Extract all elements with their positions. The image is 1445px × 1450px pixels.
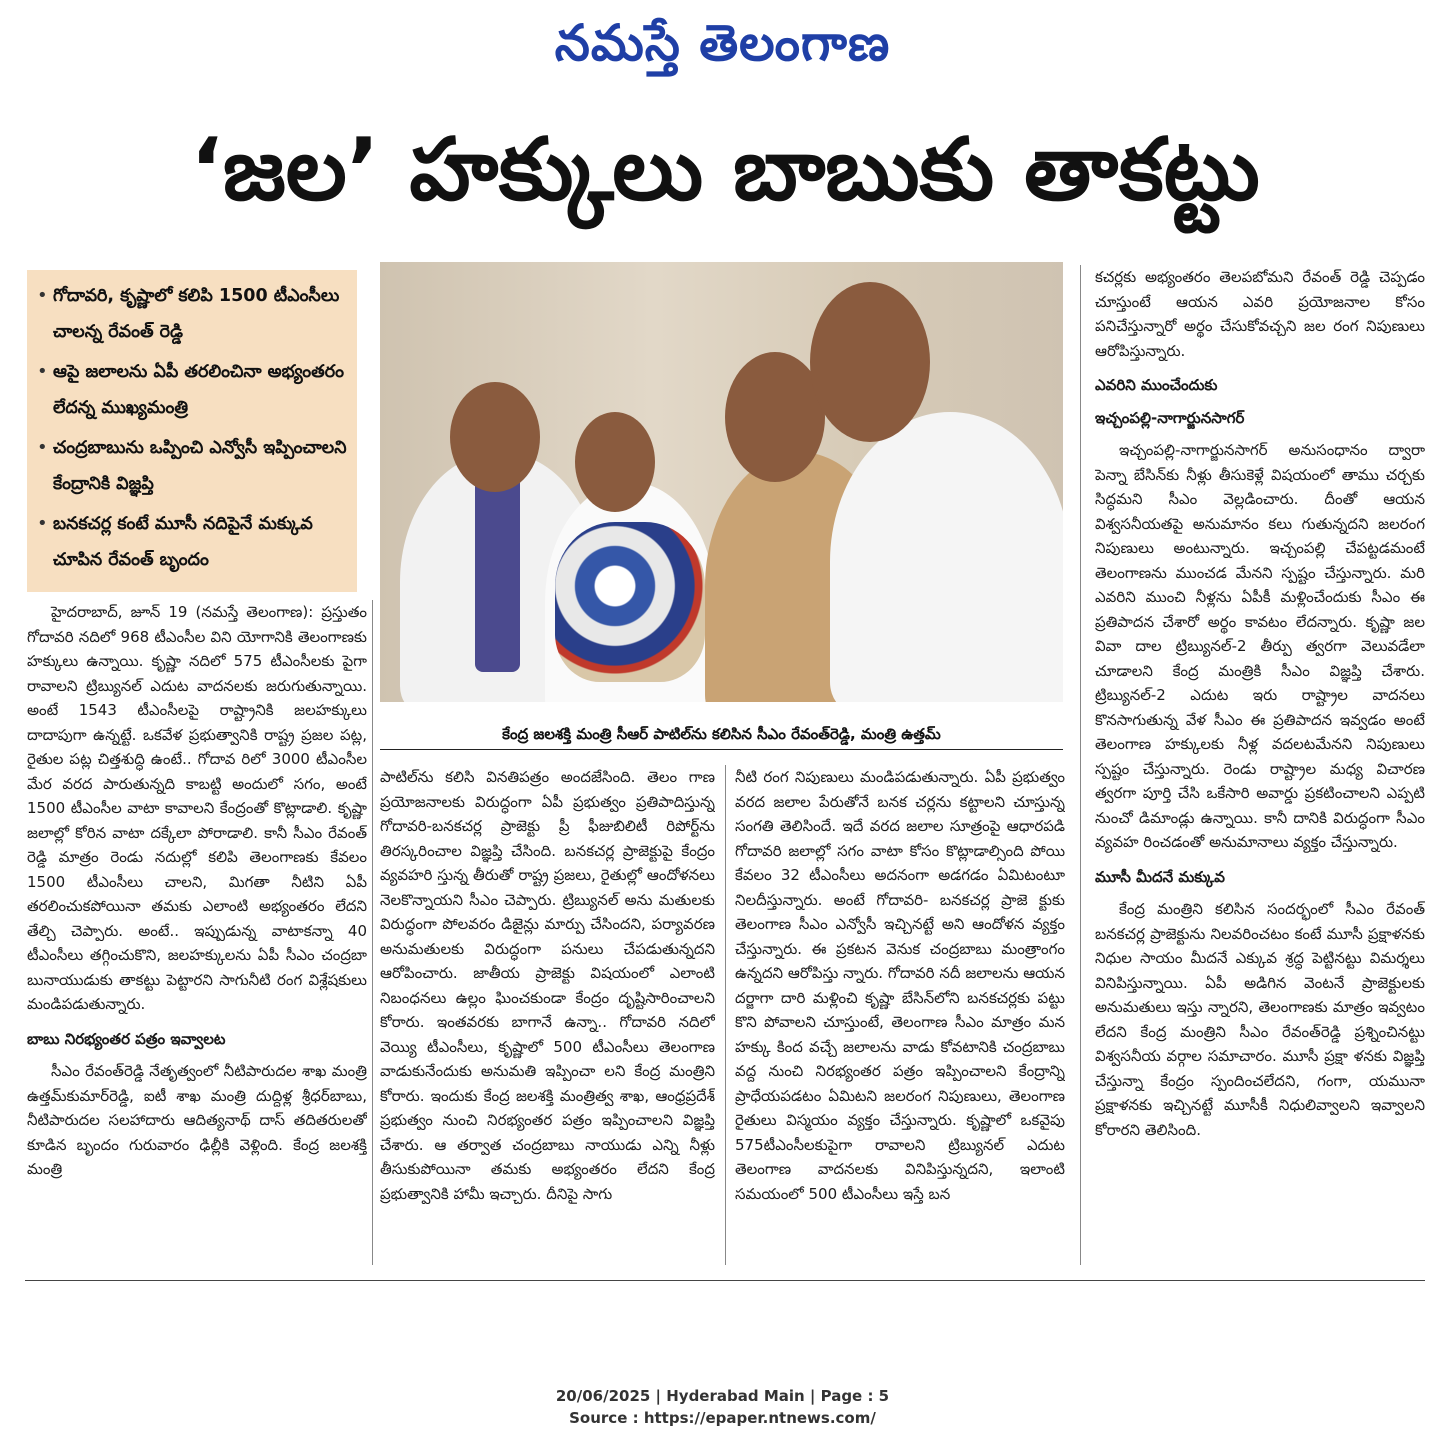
footer-divider xyxy=(25,1280,1425,1281)
bullet-icon: • xyxy=(37,285,48,306)
subheading: ఇచ్చంపల్లి-నాగార్జునసాగర్ xyxy=(1095,408,1245,427)
article-column-3 xyxy=(735,765,1065,1263)
highlights-box xyxy=(27,270,357,592)
photo-caption: కేంద్ర జలశక్తి మంత్రి సీఆర్ పాటిల్‌ను కలిసిన సీఎం రేవంత్‌రెడ్డి, మంత్రి ఉత్తమ్ xyxy=(380,718,1063,750)
highlight-text: బనకచర్ల కంటే మూసీ నదిపైనే మక్కువ చూపిన రేవంత్ బృందం xyxy=(53,514,313,570)
article-column-1 xyxy=(27,600,367,1260)
photo-head xyxy=(810,282,930,442)
article-paragraph: సీఎం రేవంత్‌రెడ్డి నేతృత్వంలో నీటిపారుదల శాఖ మంత్రి ఉత్తమ్‌కుమార్‌రెడ్డి, ఐటీ శాఖ మంత్రి దుద్దిళ్ల శ్రీధర్‌బాబు, నీటిపారుదల సలహాదారు ఆదిత్యనాథ్ దాస్ తదితరులతో కూడిన బృందం గురువారం ఢిల్లీకి వెళ్లింది. కేంద్ర జలశక్తి మంత్రి xyxy=(27,1062,367,1178)
highlight-item xyxy=(37,278,347,350)
highlight-item xyxy=(37,506,347,578)
highlight-text: గోదావరి, కృష్ణాలో కలిపి 1500 టీఎంసీలు చాలన్న రేవంత్ రెడ్డి xyxy=(53,286,340,342)
column-divider xyxy=(1080,265,1081,1265)
bullet-icon: • xyxy=(37,513,48,534)
photo-scarf xyxy=(475,472,520,672)
news-photo xyxy=(380,262,1063,702)
photo-person xyxy=(830,412,1063,702)
subheading: ఎవరిని ముంచేందుకు xyxy=(1095,376,1218,394)
highlight-item xyxy=(37,354,347,426)
headline: ‘జల’ హక్కులు బాబుకు తాకట్టు xyxy=(190,120,1260,220)
column-divider xyxy=(372,600,373,1265)
article-paragraph: పాటిల్‌ను కలిసి వినతిపత్రం అందజేసింది. తెలం గాణ ప్రయోజనాలకు విరుద్ధంగా ఏపీ ప్రభుత్వం ప్రతిపాదిస్తున్న గోదావరి-బనకచర్ల ప్రాజెక్టు ప్రీ ఫీజుబిలిటీ రిపోర్ట్‌ను తిరస్కరించాల విజ్ఞప్తి చేసింది. బనకచర్ల ప్రాజెక్టుపై కేంద్రం వ్యవహరి స్తున్న తీరుతో రాష్ట్ర ప్రజలు, రైతుల్లో ఆందోళనలు నెలకొన్నాయని సీఎం చెప్పారు. ట్రిబ్యునల్ అను మతులకు విరుద్ధంగా పోలవరం డిజైన్లు మార్పు చేసిందని, పర్యావరణ అనుమతులకు విరుద్ధంగా పనులు చేపడుతున్నదని ఆరోపించారు. జాతీయ ప్రాజెక్టు విషయంలో ఎలాంటి నిబంధనలు ఉల్లం ఘించకుండా కేంద్రం దృష్టిసారించాలని కోరారు. ఇంతవరకు బాగానే ఉన్నా.. గోదావరి నదిలో వెయ్యి టీఎంసీలు, కృష్ణాలో 500 టీఎంసీలు తెలంగాణ వాడుకునేందుకు అనుమతి ఇప్పించా లని కేంద్ర మంత్రిని కోరారు. ఇందుకు కేంద్ర జలశక్తి మంత్రిత్వ శాఖ, ఆంధ్రప్రదేశ్ ప్రభుత్వం నుంచి నిరభ్యంతర పత్రం ఇప్పించాలని విజ్ఞప్తి చేశారు. ఆ తర్వాత చంద్రబాబు నాయుడు ఎన్ని నీళ్లు తీసుకుపోయినా తమకు అభ్యంతరం లేదని కేంద్ర ప్రభుత్వానికి హామీ ఇచ్చారు. దీనిపై సాగు xyxy=(380,768,715,1203)
article-paragraph: కేంద్ర మంత్రిని కలిసిన సందర్భంలో సీఎం రేవంత్ బనకచర్ల ప్రాజెక్టును నిలవరించటం కంటే మూసీ ప్రక్షాళనకు నిధుల సాయం మీదనే ఎక్కువ శ్రద్ధ పెట్టినట్టు విమర్శలు వినిపిస్తున్నాయి. ఏపీ అడిగిన వెంటనే ప్రాజెక్టులకు అనుమతులు ఇస్తు న్నారని, తెలంగాణకు మాత్రం ఇవ్వటం లేదని కేంద్ర మంత్రిని సీఎం రేవంత్‌రెడ్డి ప్రశ్నించినట్టు విశ్వసనీయ వర్గాల సమాచారం. మూసీ ప్రక్షా ళనకు విజ్ఞప్తి చేస్తున్నా కేంద్రం స్పందించలేదని, గంగా, యమునా ప్రక్షాళనకు ఇచ్చినట్టే మూసీకీ నిధులివ్వాలని ఇవ్వాలని కోరారని తెలిసింది. xyxy=(1095,900,1425,1139)
article-paragraph: ఇచ్చంపల్లి-నాగార్జునసాగర్ అనుసంధానం ద్వారా పెన్నా బేసిన్‌కు నీళ్లు తీసుకెళ్లే విషయంలో తాము చర్చకు సిద్ధమని సీఎం వెల్లడించారు. దీంతో ఆయన విశ్వసనీయతపై అనుమానం కలు గుతున్నదని జలరంగ నిపుణులు అంటున్నారు. ఇచ్చంపల్లి చేపట్టడమంటే తెలంగాణను ముంచడ మేనని స్పష్టం చేస్తున్నారు. మరి ఎవరిని ముంచి నీళ్లను ఏపీకీ మళ్లించేందుకు సీఎం ఈ ప్రతిపాదన చేశారో అర్థం కావటం లేదన్నారు. కృష్ణా జల వివా దాల ట్రిబ్యునల్-2 తీర్పు త్వరగా వెలువడేలా చూడాలని కేంద్ర మంత్రికి సీఎం విజ్ఞప్తి చేశారు. ట్రిబ్యునల్-2 ఎదుట ఇరు రాష్ట్రాల వాదనలు కొనసాగుతున్న వేళ సీఎం ఈ ప్రతిపాదన ఇవ్వడం అంటే తెలంగాణ హక్కులకు నీళ్ల వదలటమేనని నిపుణులు స్పష్టం చేస్తున్నారు. రెండు రాష్ట్రాల మధ్య విచారణ త్వరగా పూర్తి చేసి ఒకేసారి అవార్డు ప్రకటించాలని ఎప్పటి నుంచో డిమాండ్లు ఉన్నాయి. కానీ దానికి విరుద్ధంగా సీఎం వ్యవహ రించడంతో అనుమానాలు వ్యక్తం చేస్తున్నారు. xyxy=(1095,441,1425,851)
bullet-icon: • xyxy=(37,437,48,458)
footer-dateline: 20/06/2025 | Hyderabad Main | Page : 5 xyxy=(555,1387,890,1405)
photo-bouquet xyxy=(555,522,705,682)
bullet-icon: • xyxy=(37,361,48,382)
article-column-4 xyxy=(1095,265,1425,1265)
highlight-text: ఆపై జలాలను ఏపీ తరలించినా అభ్యంతరం లేదన్న ముఖ్యమంత్రి xyxy=(53,362,344,418)
article-column-2 xyxy=(380,765,715,1263)
photo-head xyxy=(450,382,540,492)
column-divider xyxy=(725,765,726,1265)
masthead-logo: నమస్తే తెలంగాణ xyxy=(554,13,891,72)
highlight-text: చంద్రబాబును ఒప్పించి ఎన్వోసీ ఇప్పించాలని కేంద్రానికి విజ్ఞప్తి xyxy=(53,438,347,494)
page-footer xyxy=(0,1385,1445,1429)
subheading: మూసీ మీదనే మక్కువ xyxy=(1095,867,1225,886)
article-paragraph: కచర్లకు అభ్యంతరం తెలపబోమని రేవంత్ రెడ్డి చెప్పడం చూస్తుంటే ఆయన ఎవరి ప్రయోజనాల కోసం పనిచేస్తున్నారో అర్థం చేసుకోవచ్చని జల రంగ నిపుణులు ఆరోపిస్తున్నారు. xyxy=(1095,268,1425,360)
highlight-item xyxy=(37,430,347,502)
footer-source: Source : https://epaper.ntnews.com/ xyxy=(569,1409,876,1427)
subheading: బాబు నిరభ్యంతర పత్రం ఇవ్వాలట xyxy=(27,1029,226,1048)
article-paragraph: నీటి రంగ నిపుణులు మండిపడుతున్నారు. ఏపీ ప్రభుత్వం వరద జలాల పేరుతోనే బనక చర్లను కట్టాలని చూస్తున్న సంగతి తెలిసిందే. ఇదే వరద జలాల సూత్రంపై ఆధారపడి గోదావరి జలాల్లో సగం వాటా కోసం కొట్లాడాల్సింది పోయి కేవలం 32 టీఎంసీలు అదనంగా అడగడం ఏమిటంటూ నిలదీస్తున్నారు. అంటే గోదావరి- బనకచర్ల ప్రాజె క్టుకు తెలంగాణ సీఎం ఎన్వోసీ ఇచ్చినట్టే అని ఆందోళన వ్యక్తం చేస్తున్నారు. ఈ ప్రకటన వెనుక చంద్రబాబు మంత్రాంగం ఉన్నదని ఆరోపిస్తు న్నారు. గోదావరి నదీ జలాలను ఆయన దర్జాగా దారి మళ్లించి కృష్ణా బేసిన్‌లోని బనకచర్లకు పట్టు కొని పోవాలని చూస్తుంటే, తెలంగాణ సీఎం మాత్రం మన హక్కు కింద వచ్చే జలాలను వాడు కోవటానికి చంద్రబాబు వద్ద నుంచి నిరభ్యంతర పత్రం ఇప్పించాలని కేంద్రాన్ని ప్రాధేయపడటం ఏమిటని జలరంగ నిపుణులు, తెలంగాణ రైతులు విస్మయం వ్యక్తం చేస్తున్నారు. కృష్ణాలో ఒకవైపు 575టీఎంసీలకుపైగా రావాలని ట్రిబ్యునల్ ఎదుట తెలంగాణ వాదనలకు వినిపిస్తున్నదని, ఇలాంటి సమయంలో 500 టీఎంసీలు ఇస్తే బన xyxy=(735,768,1065,1203)
photo-head xyxy=(575,412,655,512)
article-paragraph: హైదరాబాద్, జూన్ 19 (నమస్తే తెలంగాణ): ప్రస్తుతం గోదావరి నదిలో 968 టీఎంసీల విని యోగానికి తెలంగాణకు హక్కులు ఉన్నాయి. కృష్ణా నదిలో 575 టీఎంసీలకు పైగా రావాలని ట్రిబ్యునల్ ఎదుట వాదనలకు జరుగుతున్నాయి. అంటే 1543 టీఎంసీలపై రాష్ట్రానికి జలహక్కులు దాదాపుగా ఉన్నట్టే. ఒకవేళ ప్రభుత్వానికి రాష్ట్ర ప్రజల పట్ల, రైతుల పట్ల చిత్తశుద్ధి ఉంటే.. గోదావ రిలో 3000 టీఎంసీల మేర వరద పారుతున్నది కాబట్టి అందులో సగం, అంటే 1500 టీఎంసీల వాటా కావాలని కేంద్రంతో కొట్లాడాలి. కృష్ణా జలాల్లో కోరిన వాటా దక్కేలా పోరాడాలి. కానీ సీఎం రేవంత్ రెడ్డి మాత్రం రెండు నదుల్లో కలిపి తెలంగాణకు కేవలం 1500 టీఎంసీలు చాలని, మిగతా నీటిని ఏపీ తరలించుకపోయినా తమకు ఎలాంటి అభ్యంతరం లేదని తేల్చి చెప్పారు. అంటే.. ఇప్పుడున్న వాటాకన్నా 40 టీఎంసీలు తగ్గించుకొని, జలహక్కులను ఏపీ సీఎం చంద్రబా బునాయుడుకు తాకట్టు పెట్టారని సాగునీటి రంగ విశ్లేషకులు మండిపడుతున్నారు. xyxy=(27,603,367,1013)
